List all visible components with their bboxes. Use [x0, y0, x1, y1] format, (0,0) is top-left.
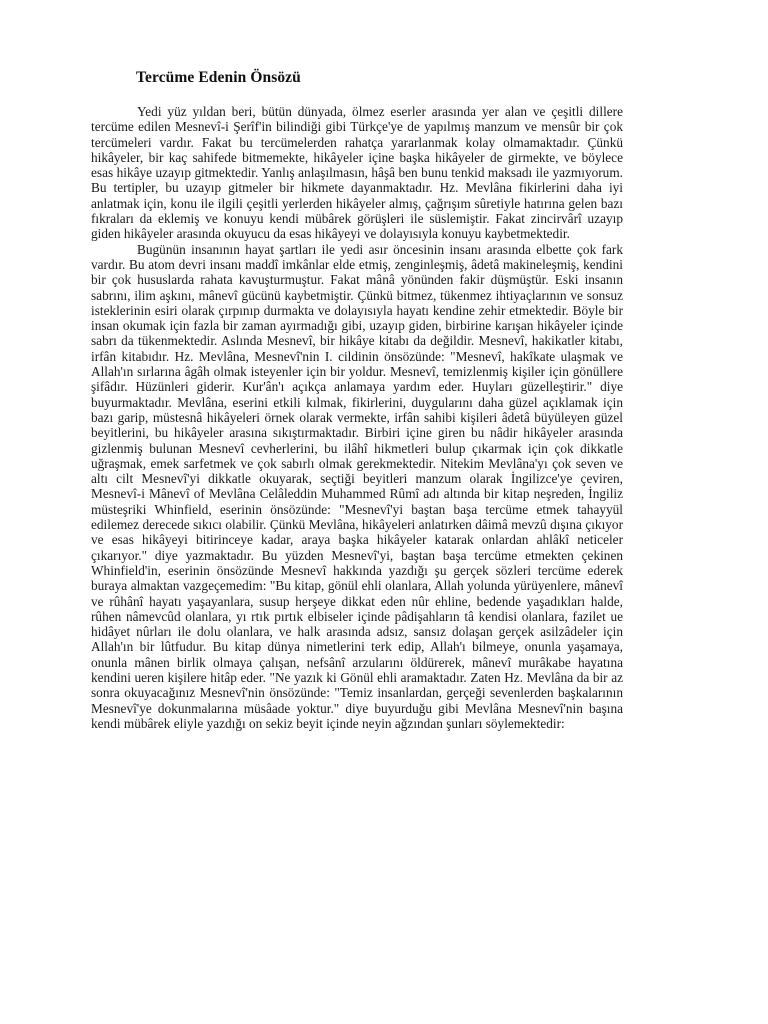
document-body: [91, 104, 623, 731]
paragraph-2: Bugünün insanının hayat şartları ile yedi asır öncesinin insanı arasında elbette çok fark vardır. Bu atom devri insanı maddî imkânlar elde etmiş, zenginleşmiş, âdetâ makineleşmiş, kendini bir çok hususlarda rahata kavuşturmuştur. Fakat mânâ yönünden fakir düşmüştür. Eski insanın sabrını, ilim aşkını, mânevî gücünü kaybetmiştir. Çünkü bitmez, tükenmez ihtiyaçlarının ve sonsuz isteklerinin esiri olarak çırpınıp durmakta ve dolayısıyla hayatı kendine zehir etmektedir. Böyle bir insan okumak için fazla bir zaman ayırmadığı gibi, uzayıp giden, birbirine karışan hikâyeler içinde sabrı da tükenmektedir. Aslında Mesnevî, bir hikâye kitabı da değildir. Mesnevî, hakikatler kitabı, irfân kitabıdır. Hz. Mevlâna, Mesnevî'nin I. cildinin önsözünde: "Mesnevî, hakîkate ulaşmak ve Allah'ın sırlarına âgâh olmak isteyenler için bir yoldur. Mesnevî, temizlenmiş kişiler için gönüllere şifâdır. Hüzünleri giderir. Kur'ân'ı açıkça anlamaya yardım eder. Huyları güzelleştirir." diye buyurmaktadır. Mevlâna, eserini etkili kılmak, fikirlerini, duygularını daha güzel açıklamak için bazı garip, müstesnâ hikâyeleri örnek olarak vermekte, irfân sahibi kişileri âdetâ büyüleyen güzel beyitlerini, bu hikâyeler arasına sıkıştırmaktadır. Birbiri içine giren bu nâdir hikâyeler arasında gizlenmiş bulunan Mesnevî cevherlerini, bu ilâhî hikmetleri bulup çıkarmak için çok dikkatle uğraşmak, emek sarfetmek ve çok sabırlı olmak gerekmektedir. Nitekim Mevlâna'yı çok seven ve altı cilt Mesnevî'yi dikkatle okuyarak, seçtiği beyitleri manzum olarak İngilizce'ye çeviren, Mesnevî-i Mânevî of Mevlâna Celâleddin Muhammed Rûmî adı altında bir kitap neşreden, İngiliz müsteşriki Whinfield, eserinin önsözünde: "Mesnevî'yi baştan başa tercüme etmek tahayyül edilemez derecede sıkıcı olabilir. Çünkü Mevlâna, hikâyeleri anlatırken dâimâ mevzû dışına çıkıyor ve esas hikâyeyi bitirinceye kadar, araya başka hikâyeler katarak onlardan ahlâkî neticeler çıkarıyor." diye yazmaktadır. Bu yüzden Mesnevî'yi, baştan başa tercüme etmekten çekinen Whinfield'in, eserinin önsözünde Mesnevî hakkında yazdığı şu gerçek sözleri tercüme ederek buraya almaktan vazgeçemedim: "Bu kitap, gönül ehli olanlara, Allah yolunda yürüyenlere, mânevî ve rûhânî hayatı yaşayanlara, susup herşeye dikkat eden nûr ehline, bedende yaşadıkları halde, rûhen nâmevcûd olanlara, yı rtık pırtık elbiseler içinde pâdişahların tâ kendisi olanlara, fazilet ue hidâyet nûrları ile dolu olanlara, ve halk arasında adsız, sansız dolaşan gerçek asilzâdeler için Allah'ın bir lûtfudur. Bu kitap dünya nimetlerini terk edip, Allah'ı bilmeye, onunla yaşamaya, onunla mânen birlik olmaya çalışan, nefsânî arzularını öldürerek, mânevî murâkabe hayatına kendini ueren kişilere hitâp eder. "Ne yazık ki Gönül ehli aramaktadır. Zaten Hz. Mevlâna da bir az sonra okuyacağınız Mesnevî'nin önsözünde: "Temiz insanlardan, gerçeği sevenlerden başkalarının Mesnevî'ye dokunmalarına müsâade yoktur." diye buyurduğu gibi Mevlâna Mesnevî'nin başına kendi mübârek eliyle yazdığı on sekiz beyit içinde neyin ağzından şunları söylemektedir:: [91, 241, 623, 731]
document-title: Tercüme Edenin Önsözü: [136, 69, 301, 86]
paragraph-1: Yedi yüz yıldan beri, bütün dünyada, ölmez eserler arasında yer alan ve çeşitli dillere tercüme edilen Mesnevî-i Şerîf'in bilindiği gibi Türkçe'ye de yapılmış manzum ve mensûr bir çok tercümeleri vardır. Fakat bu tercümelerden rahatça yararlanmak kolay olmamaktadır. Çünkü hikâyeler, bir kaç sahifede bitmemekte, hikâyeler içine başka hikâyeler de girmekte, ve böylece esas hikâye uzayıp gitmektedir. Yanlış anlaşılmasın, hâşâ ben bunu tenkid maksadı ile yazmıyorum. Bu tertipler, bu uzayıp gitmeler bir hikmete dayanmaktadır. Hz. Mevlâna fikirlerini daha iyi anlatmak için, konu ile ilgili çeşitli yerlerden hikâyeler almış, çağrışım sûretiyle hatırına gelen bazı fıkraları da eklemiş ve konuyu kendi mübârek görüşleri ile süslemiştir. Fakat zincirvârî uzayıp giden hikâyeler arasında okuyucu da esas hikâyeyi ve dolayısıyla konuyu kaybetmektedir.: [91, 104, 623, 242]
